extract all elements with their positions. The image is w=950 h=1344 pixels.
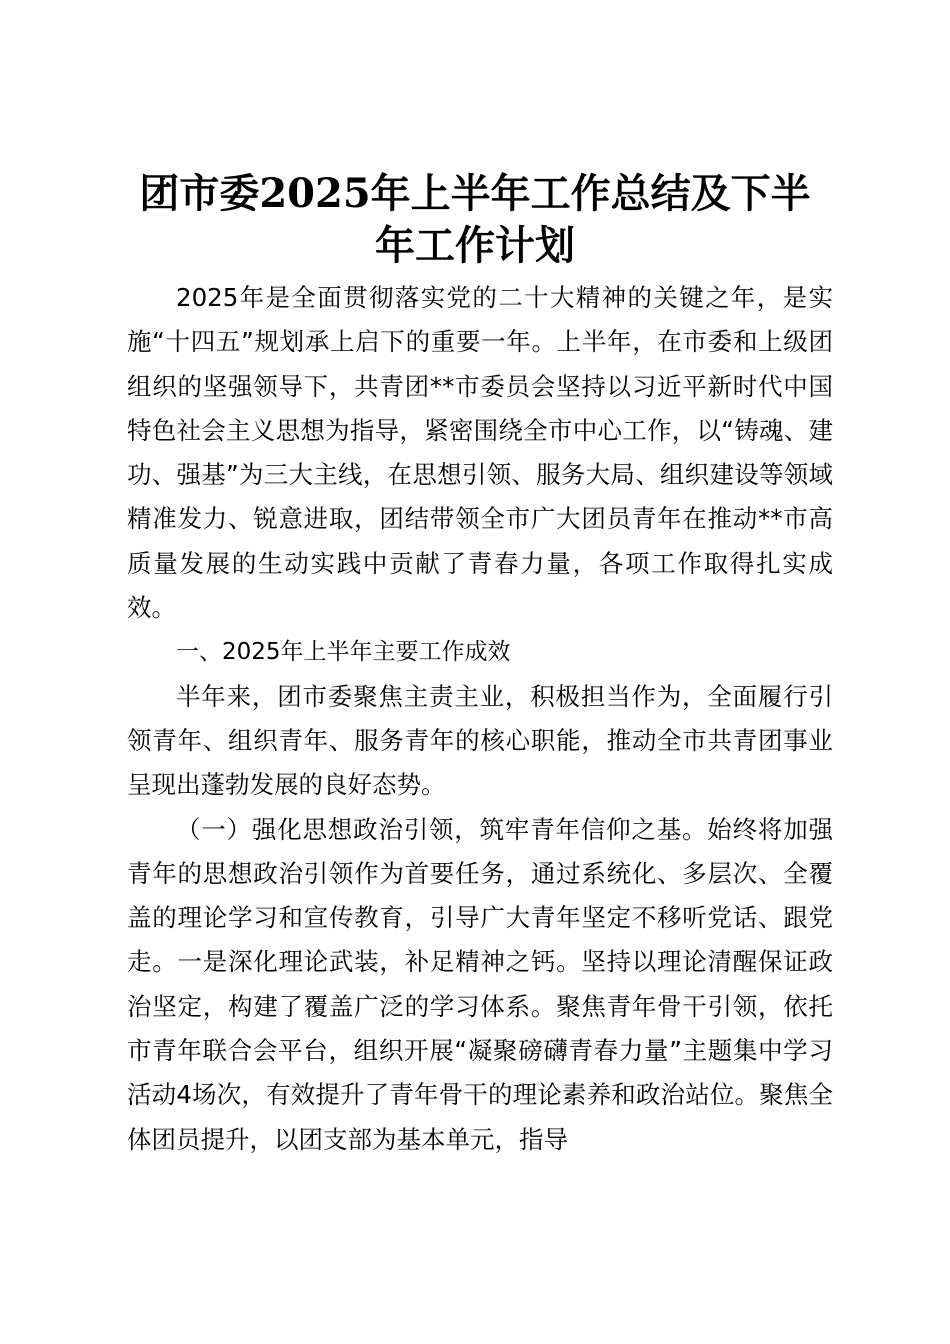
intro-paragraph: 2025年是全面贯彻落实党的二十大精神的关键之年，是实施“十四五”规划承上启下的重要一年。上半年，在市委和上级团组织的坚强领导下，共青团**市委员会坚持以习近平新时代中国特色社会主义思想为指导，紧密围绕全市中心工作，以“铸魂、建功、强基”为三大主线，在思想引领、服务大局、组织建设等领域精准发力、锐意进取，团结带领全市广大团员青年在推动**市高质量发展的生动实践中贡献了青春力量，各项工作取得扎实成效。 <box>127 283 833 623</box>
document-title: 团市委2025年上半年工作总结及下半年工作计划 <box>139 170 811 269</box>
subsection-paragraph: （一）强化思想政治引领，筑牢青年信仰之基。始终将加强青年的思想政治引领作为首要任务，通过系统化、多层次、全覆盖的理论学习和宣传教育，引导广大青年坚定不移听党话、跟党走。一是深化理论武装，补足精神之钙。坚持以理论清醒保证政治坚定，构建了覆盖广泛的学习体系。聚焦青年骨干引领，依托市青年联合会平台，组织开展“凝聚磅礴青春力量”主题集中学习活动4场次，有效提升了青年骨干的理论素养和政治站位。聚焦全体团员提升，以团支部为基本单元，指导 <box>127 814 833 1154</box>
section-intro-paragraph: 半年来，团市委聚焦主责主业，积极担当作为，全面履行引领青年、组织青年、服务青年的核心职能，推动全市共青团事业呈现出蓬勃发展的良好态势。 <box>127 681 833 800</box>
document-body <box>127 276 833 1162</box>
section-heading: 一、2025年上半年主要工作成效 <box>176 639 511 666</box>
